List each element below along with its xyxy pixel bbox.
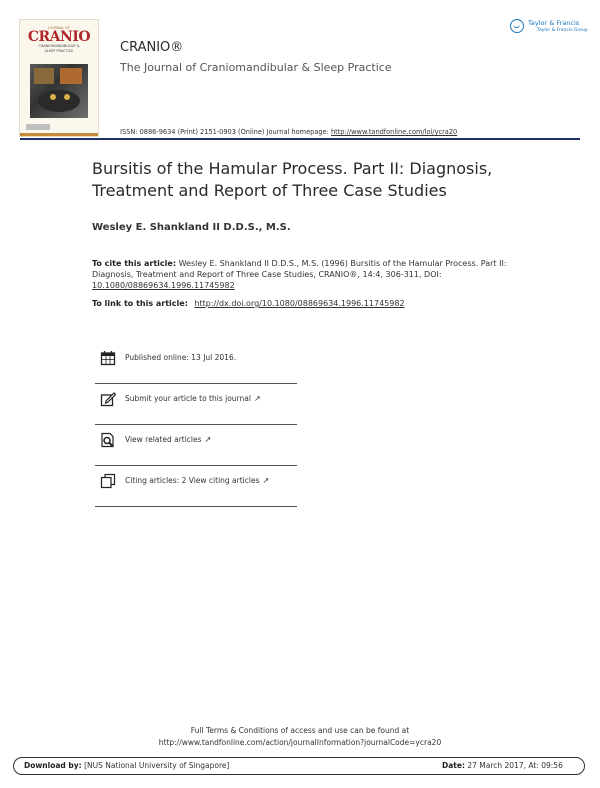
published-online-label: Published online: 13 Jul 2016. bbox=[125, 353, 237, 362]
search-document-icon bbox=[100, 432, 116, 448]
external-link-icon: ↗ bbox=[204, 435, 212, 444]
list-item-submit[interactable] bbox=[95, 384, 297, 425]
cover-top-line: JOURNAL OF bbox=[48, 26, 70, 30]
article-actions-list bbox=[95, 343, 297, 507]
cite-doi-link[interactable]: 10.1080/08869634.1996.11745982 bbox=[92, 281, 235, 290]
header-divider bbox=[20, 138, 580, 140]
cover-sub-line-1: CRANIOMANDIBULAR & bbox=[38, 44, 80, 48]
download-by bbox=[24, 761, 229, 770]
list-item-related[interactable] bbox=[95, 425, 297, 466]
download-date bbox=[442, 761, 563, 770]
cover-photo bbox=[30, 64, 88, 118]
cover-sub-line-2: SLEEP PRACTICE bbox=[44, 49, 74, 53]
list-item-citing[interactable] bbox=[95, 466, 297, 507]
cover-publisher-mark bbox=[26, 124, 50, 130]
download-label: Download by: bbox=[24, 761, 82, 770]
download-value: [NUS National University of Singapore] bbox=[84, 761, 230, 770]
external-link-icon: ↗ bbox=[262, 476, 270, 485]
publisher-group: Taylor & Francis Group bbox=[537, 28, 588, 33]
citing-articles-label: Citing articles: 2 View citing articles bbox=[125, 476, 260, 485]
issn-text: ISSN: 0886-9634 (Print) 2151-0903 (Online) Journal homepage: bbox=[120, 128, 329, 136]
link-label: To link to this article: bbox=[92, 299, 188, 308]
date-label: Date: bbox=[442, 761, 465, 770]
submit-article-label: Submit your article to this journal bbox=[125, 394, 251, 403]
article-link-line bbox=[92, 299, 405, 308]
edit-icon bbox=[100, 391, 116, 407]
publisher-logo bbox=[510, 18, 588, 38]
terms-line-1: Full Terms & Conditions of access and use can be found at bbox=[190, 726, 410, 735]
view-related-link[interactable] bbox=[125, 435, 211, 444]
journal-cover-image bbox=[20, 20, 98, 136]
journal-homepage-link[interactable]: http://www.tandfonline.com/loi/ycra20 bbox=[330, 128, 458, 136]
citation-block bbox=[92, 258, 512, 291]
journal-title: CRANIO® bbox=[120, 40, 184, 55]
cite-label: To cite this article: bbox=[92, 259, 177, 268]
issn-line bbox=[120, 128, 457, 136]
submit-article-link[interactable] bbox=[125, 394, 261, 403]
calendar-icon bbox=[100, 350, 116, 366]
publisher-name: Taylor & Francis bbox=[528, 19, 580, 27]
copy-icon bbox=[100, 473, 116, 489]
article-author: Wesley E. Shankland II D.D.S., M.S. bbox=[92, 222, 291, 233]
date-value: 27 March 2017, At: 09:56 bbox=[467, 761, 563, 770]
download-info-bar bbox=[13, 757, 585, 775]
cite-text: Wesley E. Shankland II D.D.S., M.S. (1996) Bursitis of the Hamular Process. Part II: Diagnosis, Treatment and Report of Three Case Studies, CRANIO®, 14:4, 306-311, DOI: bbox=[92, 259, 507, 279]
journal-subtitle: The Journal of Craniomandibular & Sleep Practice bbox=[120, 61, 392, 74]
cover-band bbox=[20, 133, 98, 136]
list-item-published bbox=[95, 343, 297, 384]
publisher-logo-icon bbox=[510, 19, 524, 33]
external-link-icon: ↗ bbox=[253, 394, 261, 403]
cover-brand: CRANIO bbox=[27, 29, 91, 45]
citing-articles-link[interactable] bbox=[125, 476, 269, 485]
article-doi-link[interactable]: http://dx.doi.org/10.1080/08869634.1996.11745982 bbox=[194, 299, 405, 308]
view-related-label: View related articles bbox=[125, 435, 202, 444]
article-title: Bursitis of the Hamular Process. Part II: Diagnosis, Treatment and Report of Three Case Studies bbox=[92, 159, 493, 200]
terms-url-link[interactable]: http://www.tandfonline.com/action/journalInformation?journalCode=ycra20 bbox=[158, 738, 442, 747]
